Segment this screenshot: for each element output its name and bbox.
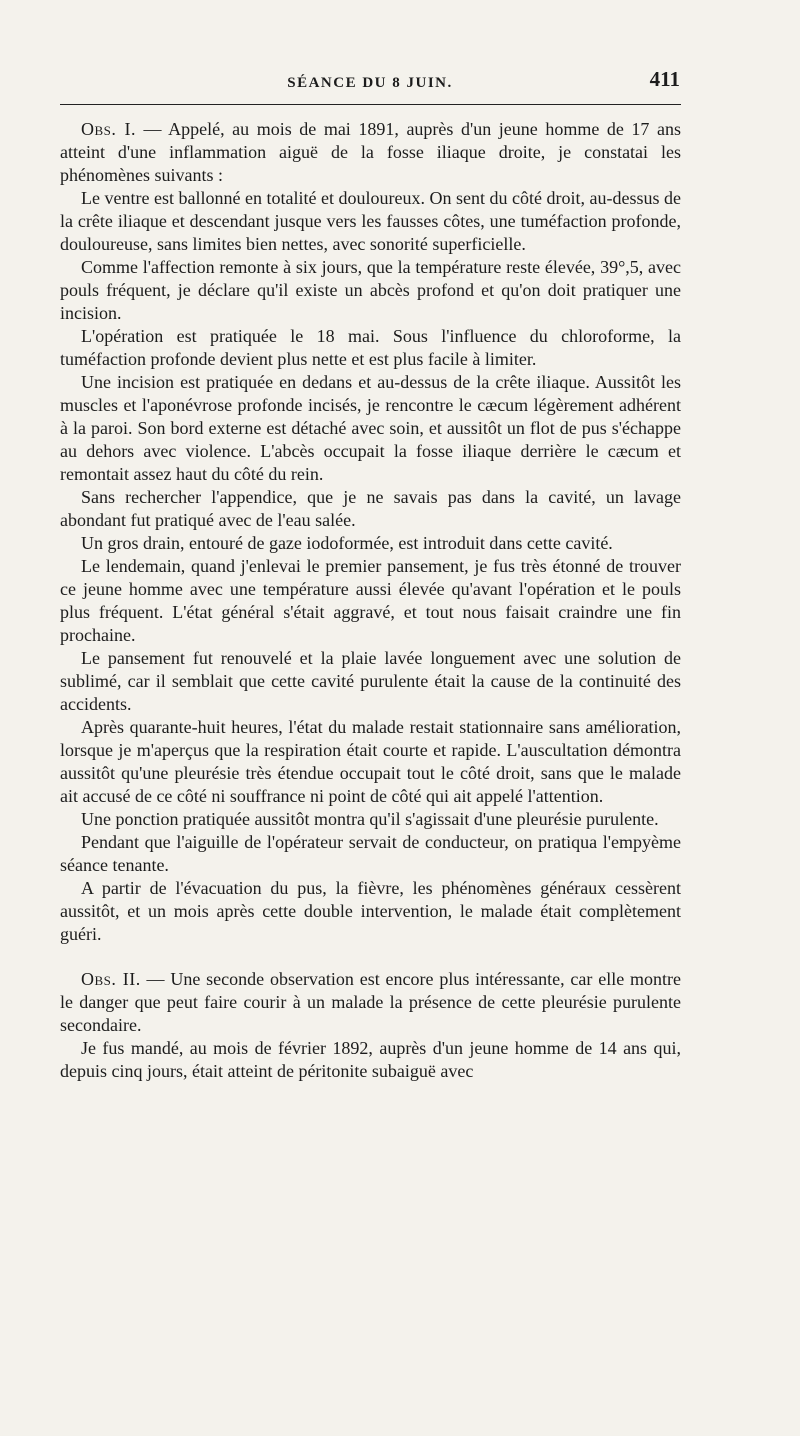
body-text — [60, 118, 681, 1083]
running-title: SÉANCE DU 8 JUIN. — [287, 75, 453, 91]
paragraph: L'opération est pratiquée le 18 mai. Sous l'influence du chloroforme, la tuméfaction profonde devient plus nette et est plus facile à limiter. — [60, 326, 681, 369]
paragraph: Le lendemain, quand j'enlevai le premier pansement, je fus très étonné de trouver ce jeune homme avec une température aussi élevée qu'avant l'opération et le pouls plus fréquent. L'état général s'était aggravé, et tout nous faisait craindre une fin prochaine. — [60, 556, 681, 645]
paragraph: Un gros drain, entouré de gaze iodoformée, est introduit dans cette cavité. — [81, 533, 613, 553]
paragraph-obs-2 — [60, 968, 681, 1037]
paragraph: Une ponction pratiquée aussitôt montra qu'il s'agissait d'une pleurésie purulente. — [81, 809, 659, 829]
paragraph: Une incision est pratiquée en dedans et au-dessus de la crête iliaque. Aussitôt les muscles et l'aponévrose profonde incisés, je rencontre le cæcum légèrement adhérent à la paroi. Son bord externe est détaché avec soin, et aussitôt un flot de pus s'échappe au dehors avec violence. L'abcès occupait la fosse iliaque derrière le cæcum et remontait assez haut du côté du rein. — [60, 372, 681, 484]
observation-label: Obs. II. — [81, 969, 141, 989]
page-header — [60, 62, 680, 92]
paragraph: Le ventre est ballonné en totalité et douloureux. On sent du côté droit, au-dessus de la crête iliaque et descendant jusque vers les fausses côtes, une tuméfaction profonde, douloureuse, sans limites bien nettes, avec sonorité superficielle. — [60, 188, 681, 254]
paragraph-text: — Appelé, au mois de mai 1891, auprès d'un jeune homme de 17 ans atteint d'une inflammation aiguë de la fosse iliaque droite, je constatai les phénomènes suivants : — [60, 119, 681, 185]
paragraph: Pendant que l'aiguille de l'opérateur servait de conducteur, on pratiqua l'empyème séance tenante. — [60, 832, 681, 875]
paragraph: Comme l'affection remonte à six jours, que la température reste élevée, 39°,5, avec pouls fréquent, je déclare qu'il existe un abcès profond et qu'on doit pratiquer une incision. — [60, 257, 681, 323]
paragraph: A partir de l'évacuation du pus, la fièvre, les phénomènes généraux cessèrent aussitôt, et un mois après cette double intervention, le malade était complètement guéri. — [60, 878, 681, 944]
paragraph: Le pansement fut renouvelé et la plaie lavée longuement avec une solution de sublimé, car il semblait que cette cavité purulente était la cause de la continuité des accidents. — [60, 648, 681, 714]
paragraph: Après quarante-huit heures, l'état du malade restait stationnaire sans amélioration, lorsque je m'aperçus que la respiration était courte et rapide. L'auscultation démontra aussitôt qu'une pleurésie très étendue occupait tout le côté droit, sans que le malade ait accusé de ce côté ni souffrance ni point de côté qui ait appelé l'attention. — [60, 717, 681, 806]
paragraph-text: — Une seconde observation est encore plus intéressante, car elle montre le danger que peut faire courir à un malade la présence de cette pleurésie purulente secondaire. — [60, 969, 682, 1035]
header-rule — [60, 104, 681, 105]
paragraph: Sans rechercher l'appendice, que je ne savais pas dans la cavité, un lavage abondant fut pratiqué avec de l'eau salée. — [60, 487, 681, 530]
page-number: 411 — [649, 67, 680, 91]
paragraph-obs-1 — [60, 118, 681, 187]
paragraph: Je fus mandé, au mois de février 1892, auprès d'un jeune homme de 14 ans qui, depuis cinq jours, était atteint de péritonite subaiguë avec — [60, 1038, 681, 1081]
observation-label: Obs. I. — [81, 119, 136, 139]
